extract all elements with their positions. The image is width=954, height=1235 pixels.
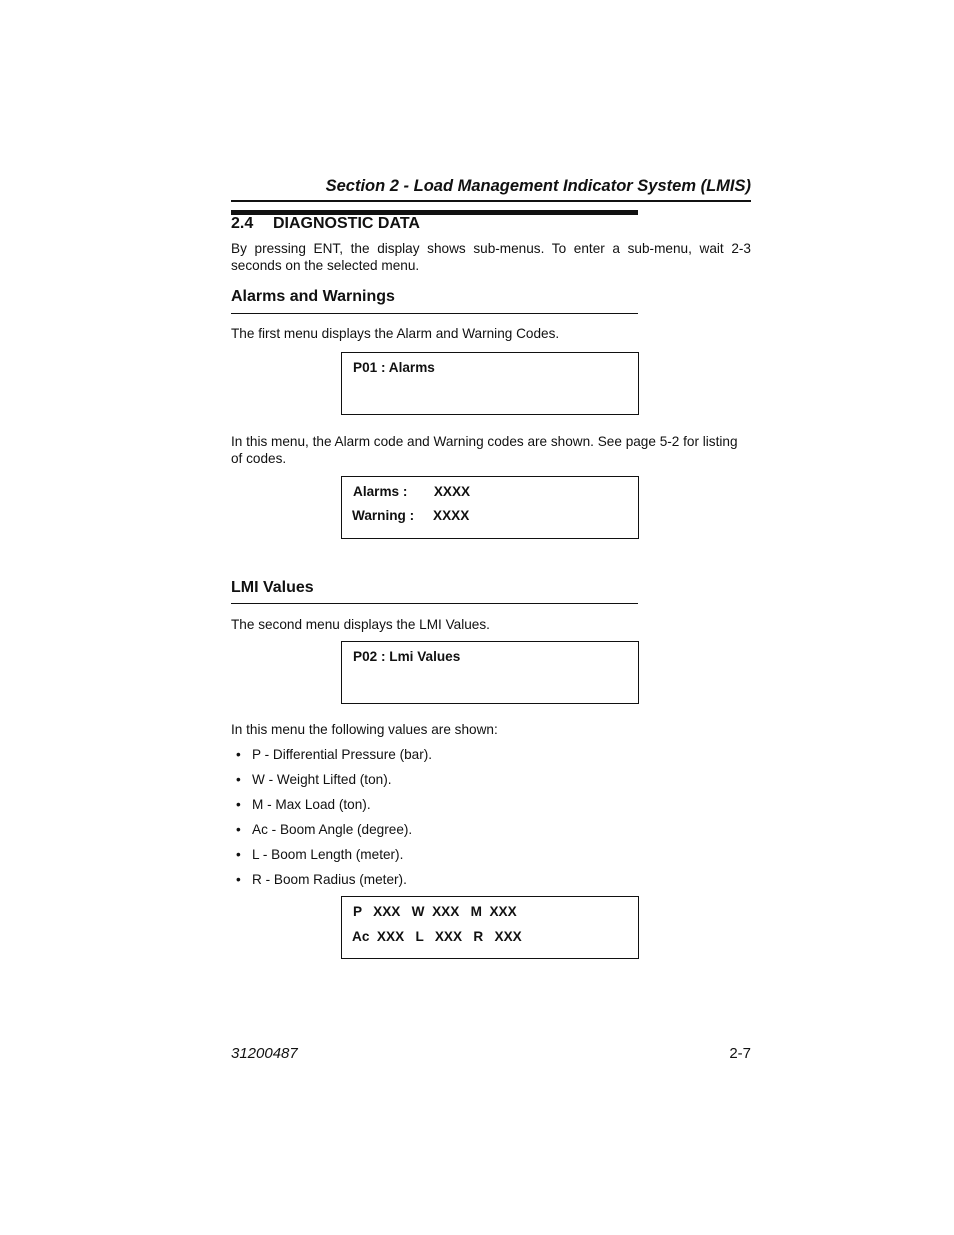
section-heading <box>231 215 420 233</box>
lmi-rule <box>231 603 638 604</box>
list-item-text: L - Boom Length (meter). <box>252 847 404 862</box>
bullet-icon: • <box>236 772 241 787</box>
display-line: Alarms : XXXX <box>353 484 471 499</box>
list-item <box>236 747 432 762</box>
alarms-text-2: In this menu, the Alarm code and Warning codes are shown. See page 5-2 for listing of codes. <box>231 434 738 466</box>
alarms-rule <box>231 313 638 314</box>
section-title: DIAGNOSTIC DATA <box>273 215 420 232</box>
display-line: Warning : XXXX <box>352 508 470 523</box>
lmi-heading: LMI Values <box>231 579 314 596</box>
display-line: Ac XXX L XXX R XXX <box>352 929 522 944</box>
section-intro: By pressing ENT, the display shows sub-menus. To enter a sub-menu, wait 2-3 seconds on the selected menu. <box>231 241 751 273</box>
display-line: P XXX W XXX M XXX <box>353 904 517 919</box>
display-line: P02 : Lmi Values <box>353 649 461 664</box>
header-rule <box>231 200 751 202</box>
section-number: 2.4 <box>231 215 254 232</box>
display-alarm-codes <box>341 476 639 539</box>
list-item-text: R - Boom Radius (meter). <box>252 872 407 887</box>
display-alarms-menu <box>341 352 639 415</box>
display-lmi-values <box>341 896 639 959</box>
list-item-text: W - Weight Lifted (ton). <box>252 772 392 787</box>
footer-page-number: 2-7 <box>729 1045 751 1062</box>
bullet-icon: • <box>236 797 241 812</box>
alarms-text-1: The first menu displays the Alarm and Warning Codes. <box>231 326 560 341</box>
alarms-heading: Alarms and Warnings <box>231 288 395 305</box>
bullet-icon: • <box>236 872 241 887</box>
bullet-icon: • <box>236 747 241 762</box>
list-item <box>236 822 412 837</box>
display-line: P01 : Alarms <box>353 360 435 375</box>
list-item-text: Ac - Boom Angle (degree). <box>252 822 413 837</box>
list-item <box>236 797 371 812</box>
running-header: Section 2 - Load Management Indicator System (LMIS) <box>325 177 751 195</box>
list-item-text: P - Differential Pressure (bar). <box>252 747 433 762</box>
list-item <box>236 847 403 862</box>
bullet-icon: • <box>236 822 241 837</box>
footer-doc-number: 31200487 <box>231 1045 298 1062</box>
lmi-text-1: The second menu displays the LMI Values. <box>231 617 490 632</box>
bullet-icon: • <box>236 847 241 862</box>
lmi-text-2: In this menu the following values are shown: <box>231 722 498 737</box>
display-lmi-menu <box>341 641 639 704</box>
list-item <box>236 872 407 887</box>
list-item <box>236 772 392 787</box>
list-item-text: M - Max Load (ton). <box>252 797 371 812</box>
